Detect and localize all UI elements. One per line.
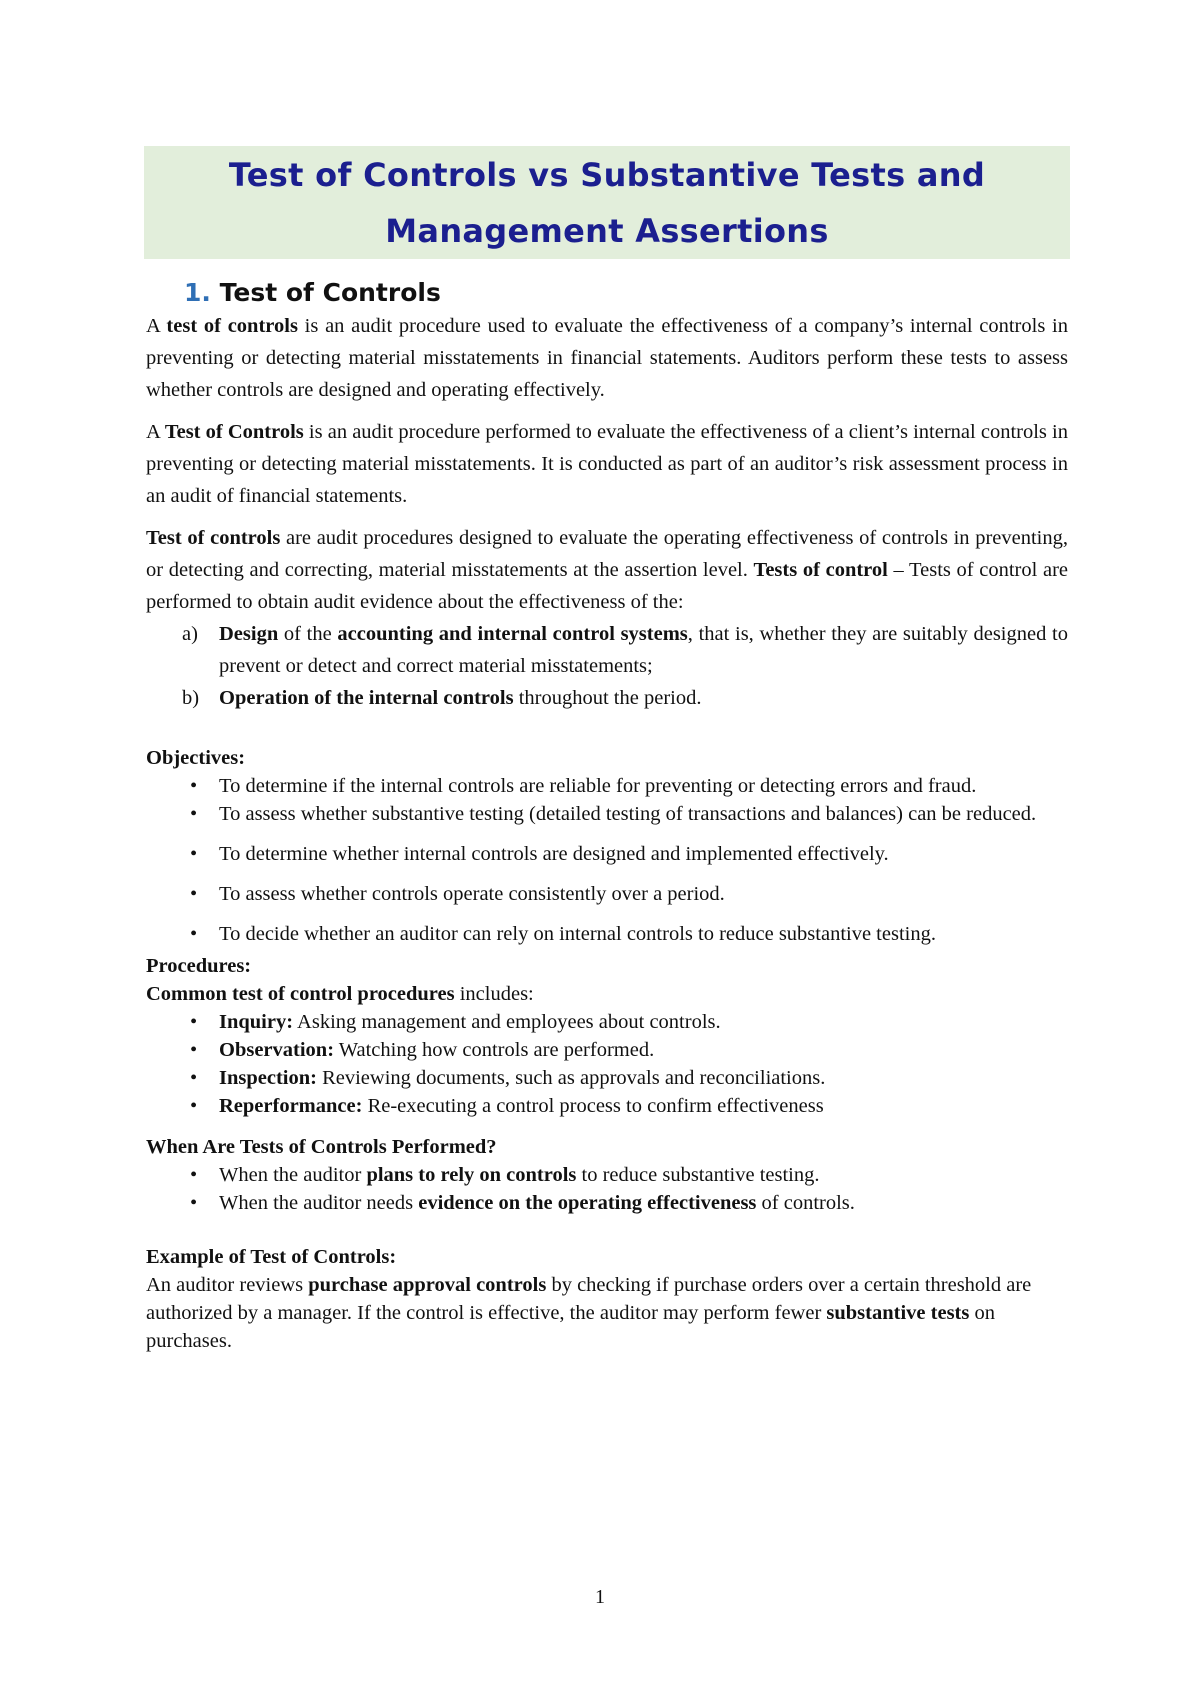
list-marker: b): [182, 687, 200, 709]
list-item: [146, 1064, 1068, 1092]
text-run: Reviewing documents, such as approvals and reconciliations.: [316, 1067, 826, 1089]
list-item: [146, 840, 1068, 868]
bullet-icon: •: [190, 1039, 198, 1061]
bullet-icon: •: [190, 1067, 198, 1089]
bold-term: accounting and internal control systems: [337, 623, 688, 645]
text-run: – Tests of control are performed to obtain audit evidence about the effectiveness of the:: [146, 559, 1069, 613]
bold-term: Inspection:: [219, 1067, 317, 1089]
bold-term: Test of Controls: [164, 421, 304, 443]
list-item: [146, 682, 1068, 714]
page-number: 1: [595, 1586, 605, 1608]
example-heading: Example of Test of Controls:: [146, 1246, 397, 1268]
bold-term: evidence on the operating effectiveness: [418, 1192, 757, 1214]
section-heading: [184, 276, 1068, 310]
list-item: [146, 880, 1068, 908]
bold-term: Test of controls: [146, 527, 281, 549]
list-item: [146, 1008, 1068, 1036]
text-run: Watching how controls are performed.: [334, 1039, 655, 1061]
text-run: A: [146, 421, 165, 443]
bullet-icon: •: [190, 1164, 198, 1186]
bullet-icon: •: [190, 803, 198, 825]
section-title: Test of Controls: [219, 278, 441, 307]
list-item: [146, 920, 1068, 948]
text-run: are audit procedures designed to evaluate the operating effectiveness of controls in preventing, or detecting and correcting, material misstatements at the assertion level.: [146, 527, 1068, 581]
text-run: Re-executing a control process to confirm effectiveness: [362, 1095, 824, 1117]
list-item: [146, 772, 1068, 800]
paragraph-3: [146, 522, 1068, 618]
list-item: [146, 1036, 1068, 1064]
bold-term: test of controls: [166, 315, 298, 337]
bold-term: Common test of control procedures: [146, 983, 455, 1005]
text-run: Asking management and employees about controls.: [293, 1011, 721, 1033]
example-paragraph: [146, 1271, 1068, 1355]
title-line-2: Management Assertions: [385, 211, 829, 250]
text-run: of controls.: [756, 1192, 855, 1214]
bold-term: Operation of the internal controls: [219, 687, 514, 709]
text-run: When the auditor: [219, 1164, 367, 1186]
text-run: When the auditor needs: [219, 1192, 419, 1214]
procedures-intro: [146, 980, 1068, 1008]
bold-term: Inquiry:: [219, 1011, 294, 1033]
list-item-text: To assess whether substantive testing (detailed testing of transactions and balances) can be reduced.: [219, 803, 1037, 825]
procedures-heading: Procedures:: [146, 955, 252, 977]
text-run: , that is, whether they are suitably designed to prevent or detect and correct material misstatements;: [219, 623, 1068, 677]
text-run: is an audit procedure performed to evaluate the effectiveness of a client’s internal controls in preventing or detecting material misstatements. It is conducted as part of an auditor’s risk assessment process in an audit of financial statements.: [146, 421, 1068, 507]
list-item-text: To determine whether internal controls are designed and implemented effectively.: [219, 843, 889, 865]
list-item: [146, 1092, 1068, 1120]
objectives-list: [146, 772, 1068, 948]
when-heading: When Are Tests of Controls Performed?: [146, 1136, 497, 1158]
bold-term: plans to rely on controls: [366, 1164, 577, 1186]
list-item-text: To determine if the internal controls are reliable for preventing or detecting errors and fraud.: [219, 775, 977, 797]
list-item: [146, 800, 1068, 828]
bullet-icon: •: [190, 923, 198, 945]
list-item: [146, 618, 1068, 682]
bullet-icon: •: [190, 1011, 198, 1033]
bullet-icon: •: [190, 1192, 198, 1214]
bold-term: Reperformance:: [219, 1095, 363, 1117]
text-run: to reduce substantive testing.: [576, 1164, 820, 1186]
alpha-list: [146, 618, 1068, 714]
section-number: 1.: [184, 278, 211, 307]
procedures-list: [146, 1008, 1068, 1120]
bold-term: substantive tests: [826, 1302, 970, 1324]
bold-term: Tests of control: [753, 559, 888, 581]
list-item-text: To assess whether controls operate consistently over a period.: [219, 883, 725, 905]
title-line-1: Test of Controls vs Substantive Tests and: [228, 155, 986, 194]
text-run: An auditor reviews: [146, 1274, 309, 1296]
bullet-icon: •: [190, 775, 198, 797]
when-list: [146, 1161, 1068, 1217]
text-run: by checking if purchase orders over a certain threshold are authorized by a manager. If the control is effective, the auditor may perform fewer: [146, 1274, 1032, 1324]
text-run: on purchases.: [146, 1302, 995, 1352]
objectives-heading: Objectives:: [146, 747, 246, 769]
bold-term: Design: [219, 623, 279, 645]
paragraph-1: [146, 310, 1068, 406]
text-run: of the: [278, 623, 338, 645]
list-item: [146, 1189, 1068, 1217]
text-run: is an audit procedure used to evaluate the effectiveness of a company’s internal controls in preventing or detecting material misstatements in financial statements. Auditors perform these tests to assess whether controls are designed and operating effectively.: [146, 315, 1068, 401]
bold-term: purchase approval controls: [308, 1274, 547, 1296]
list-marker: a): [182, 623, 198, 645]
text-run: A: [146, 315, 167, 337]
bullet-icon: •: [190, 1095, 198, 1117]
text-run: throughout the period.: [513, 687, 702, 709]
bullet-icon: •: [190, 843, 198, 865]
document-body: [146, 276, 1068, 1355]
title-banner: [144, 146, 1070, 259]
paragraph-2: [146, 416, 1068, 512]
list-item: [146, 1161, 1068, 1189]
list-item-text: To decide whether an auditor can rely on internal controls to reduce substantive testing.: [219, 923, 936, 945]
bold-term: Observation:: [219, 1039, 335, 1061]
text-run: includes:: [454, 983, 534, 1005]
bullet-icon: •: [190, 883, 198, 905]
